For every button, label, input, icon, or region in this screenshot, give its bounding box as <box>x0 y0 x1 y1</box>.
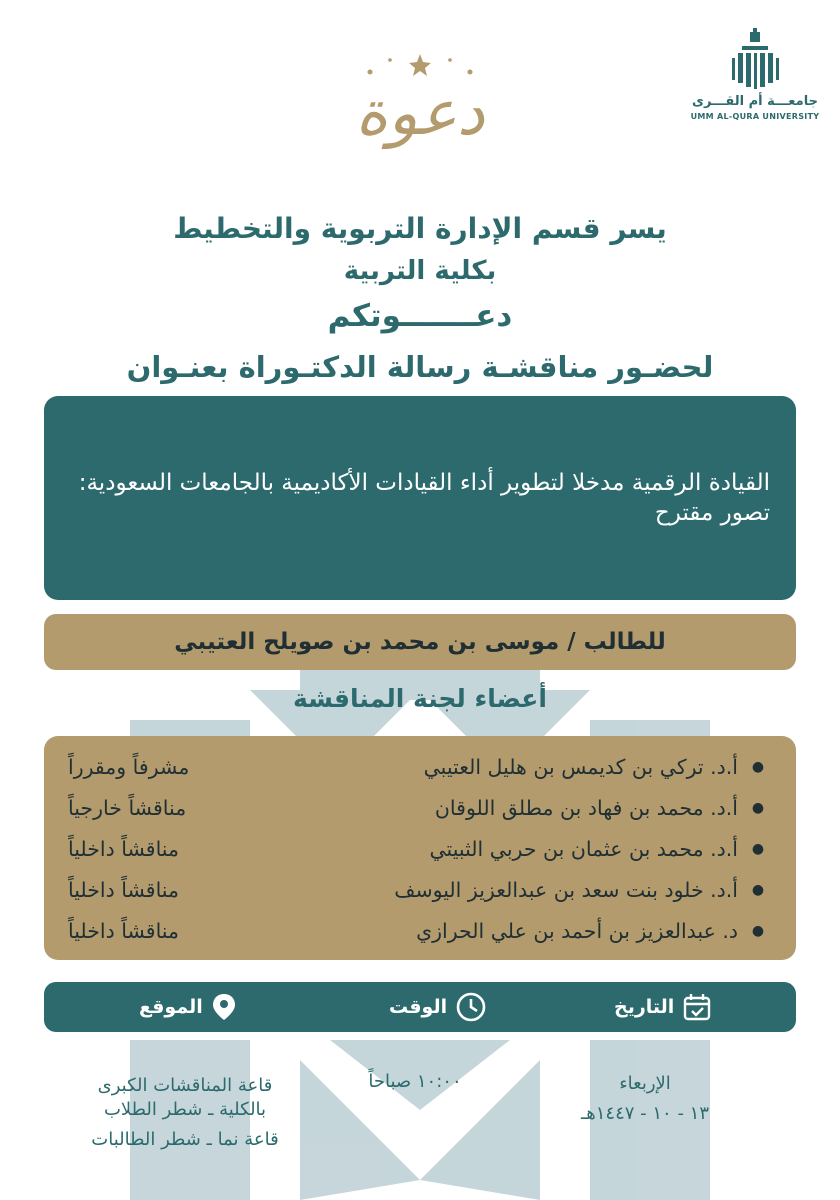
thesis-title-box <box>44 396 796 600</box>
bullet-icon: ● <box>751 758 765 775</box>
time-header <box>389 982 487 1032</box>
location-line3: قاعة نما ـ شطر الطالبات <box>91 1129 279 1150</box>
university-name-en: UMM AL-QURA UNIVERSITY <box>690 112 820 121</box>
member-name: أ.د. محمد بن عثمان بن حربي الثبيتي <box>429 836 738 861</box>
committee-member <box>68 787 768 828</box>
committee-list <box>44 736 796 960</box>
university-tower-icon <box>690 28 820 92</box>
time-label: الوقت <box>389 996 448 1018</box>
time-value: ١٠:٠٠ صباحاً <box>368 1071 462 1092</box>
time-details <box>345 1070 485 1094</box>
bullet-icon: ● <box>751 799 765 816</box>
committee-member <box>68 869 768 910</box>
location-header <box>139 982 237 1032</box>
member-name: أ.د. تركي بن كديمس بن هليل العتيبي <box>423 754 738 779</box>
date-day: الإربعاء <box>619 1073 671 1094</box>
member-name: د. عبدالعزيز بن أحمد بن علي الحرازي <box>416 918 738 943</box>
location-label: الموقع <box>139 996 203 1018</box>
member-name: أ.د. خلود بنت سعد بن عبدالعزيز اليوسف <box>394 877 738 902</box>
member-role: مناقشاً داخلياً <box>68 836 179 861</box>
location-details <box>60 1074 310 1122</box>
host-department: يسر قسم الإدارة التربوية والتخطيط <box>173 212 667 245</box>
bullet-icon: ● <box>751 840 765 857</box>
invitation-calligraphy <box>330 48 510 188</box>
member-role: مناقشاً داخلياً <box>68 877 179 902</box>
member-name: أ.د. محمد بن فهاد بن مطلق اللوقان <box>434 795 738 820</box>
bullet-icon: ● <box>751 922 765 939</box>
committee-member <box>68 828 768 869</box>
committee-member <box>68 910 768 951</box>
student-name: للطالب / موسى بن محمد بن صويلح العتيبي <box>174 629 666 655</box>
committee-heading: أعضاء لجنة المناقشة <box>293 684 547 713</box>
map-pin-icon <box>211 992 237 1022</box>
member-role: مشرفاً ومقرراً <box>68 754 190 779</box>
member-role: مناقشاً خارجياً <box>68 795 187 820</box>
location-line1: قاعة المناقشات الكبرى <box>97 1075 273 1096</box>
clock-icon <box>455 991 487 1023</box>
location-line2: بالكلية ـ شطر الطلاب <box>103 1099 267 1120</box>
member-role: مناقشاً داخلياً <box>68 918 179 943</box>
host-college: بكلية التربية <box>343 256 497 286</box>
date-value: ١٣ - ١٠ - ١٤٤٧هـ <box>580 1103 710 1124</box>
invitation-word: دعـــــــوتكم <box>327 298 513 334</box>
calligraphy-text: دعوة <box>355 76 485 149</box>
location-details-secondary <box>60 1128 310 1152</box>
date-header <box>614 982 712 1032</box>
date-label: التاريخ <box>614 996 675 1018</box>
bullet-icon: ● <box>751 881 765 898</box>
committee-member <box>68 746 768 787</box>
event-description: لحضـور مناقشـة رسالة الدكتـوراة بعنـوان <box>126 350 714 384</box>
thesis-title: القيادة الرقمية مدخلا لتطوير أداء القيادات الأكاديمية بالجامعات السعودية: تصور مقترح <box>78 470 770 526</box>
event-info-bar <box>44 982 796 1032</box>
date-details <box>565 1072 725 1126</box>
calendar-icon <box>682 992 712 1022</box>
university-name-ar: جامعـــة أم القـــرى <box>692 94 818 109</box>
student-banner <box>44 614 796 670</box>
university-logo <box>690 28 820 128</box>
